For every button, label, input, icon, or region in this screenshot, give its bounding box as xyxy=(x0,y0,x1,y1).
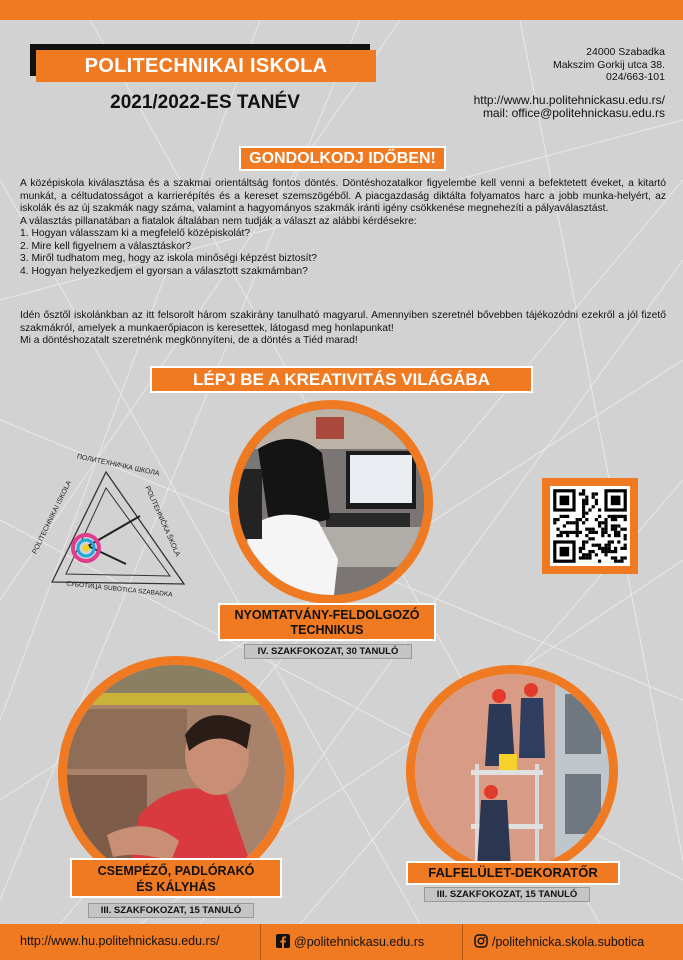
program-title-printing xyxy=(218,603,436,641)
intro-paragraph-2: A választás pillanatában a fiatalok általában nem tudják a választ az alábbi kérdésekre: xyxy=(20,215,417,227)
photo-student-at-computer xyxy=(238,409,424,595)
school-name: POLITECHNIKAI ISKOLA xyxy=(84,55,328,77)
program-title-tiler-line1: CSEMPÉZŐ, PADLÓRAKÓ xyxy=(97,864,255,878)
contact-online xyxy=(474,94,665,120)
program-detail-printing: IV. SZAKFOKOZAT, 30 TANULÓ xyxy=(244,644,412,659)
school-logo-emblem xyxy=(30,458,200,606)
contact-street: Makszim Gorkij utca 38. xyxy=(552,58,665,71)
qr-code-pattern xyxy=(550,486,630,566)
photo-tiler xyxy=(58,656,294,892)
program-detail-decorator: III. SZAKFOKOZAT, 15 TANULÓ xyxy=(424,887,590,902)
program-title-printing-line2: TECHNIKUS xyxy=(290,623,364,637)
instagram-handle: /politehnicka.skola.subotica xyxy=(492,935,645,949)
question-1: 1. Hogyan válasszam ki a megfelelő középiskolát? xyxy=(20,228,251,239)
intro-text xyxy=(20,178,666,278)
school-logo xyxy=(30,453,200,606)
top-orange-bar xyxy=(0,0,683,20)
logo-text-top: ПОЛИТЕХНИЧКА ШКОЛА xyxy=(76,453,160,478)
contact-mail-link[interactable]: mail: office@politehnickasu.edu.rs xyxy=(482,106,665,120)
logo-text-right: POLITEHNIČKA ŠKOLA xyxy=(143,485,181,558)
program-title-tiler-line2: ÉS KÁLYHÁS xyxy=(136,880,216,894)
footer-divider-2 xyxy=(462,924,463,960)
program-title-decorator: FALFELÜLET-DEKORATŐR xyxy=(406,861,620,885)
footer-divider-1 xyxy=(260,924,261,960)
closing-paragraph: Mi a döntéshozatalt szeretnénk megkönnyíteni, de a döntés a Tiéd marad! xyxy=(20,335,358,346)
footer-website-link[interactable]: http://www.hu.politehnickasu.edu.rs/ xyxy=(20,934,220,948)
programs-intro-text xyxy=(20,310,666,348)
contact-phone: 024/663-101 xyxy=(606,71,665,83)
facebook-icon xyxy=(276,934,290,948)
logo-text-bottom: СУБОТИЦА SUBOTICA SZABADKA xyxy=(65,580,173,599)
footer-facebook[interactable] xyxy=(276,934,424,949)
photo-printing-technician xyxy=(229,400,433,604)
photo-student-working xyxy=(67,665,285,883)
qr-code-frame xyxy=(542,478,638,574)
school-year: 2021/2022-ES TANÉV xyxy=(110,92,300,113)
school-name-banner xyxy=(36,50,376,82)
instagram-icon xyxy=(474,934,488,948)
question-2: 2. Mire kell figyelnem a választáskor? xyxy=(20,240,192,252)
logo-text-left: POLITECHNIKAI ISKOLA xyxy=(31,479,74,556)
qr-code[interactable] xyxy=(550,486,630,566)
program-title-tiler xyxy=(70,858,282,898)
program-detail-tiler: III. SZAKFOKOZAT, 15 TANULÓ xyxy=(88,903,254,918)
intro-paragraph-1: A középiskola kiválasztása és a szakmai orientáltság fontos döntés. Döntéshozatalkor figyelembe kell venni a befektetett éveket, a kitartó munkát, a céltudatosságot a karrierépítés és a kereset szemszögéből. A piacgazdaság diktálta folyamatos harc a jobb munka-helyért, az iskolák és az új szakmák nagy száma, valamint a hagyományos szakmák iránti igény csökkenése megnehezíti a pályaválasztást. xyxy=(20,178,666,214)
question-3: 3. Miről tudhatom meg, hogy az iskola minőségi képzést biztosít? xyxy=(20,253,318,264)
photo-wall-decorator xyxy=(406,665,618,877)
contact-city: 24000 Szabadka xyxy=(586,46,665,58)
section-heading-creativity: LÉPJ BE A KREATIVITÁS VILÁGÁBA xyxy=(150,366,533,393)
section-heading-think: GONDOLKODJ IDŐBEN! xyxy=(239,146,446,171)
facebook-handle: @politehnickasu.edu.rs xyxy=(294,935,425,949)
contact-web-link[interactable]: http://www.hu.politehnickasu.edu.rs/ xyxy=(473,93,665,107)
programs-paragraph: Idén ősztől iskolánkban az itt felsorolt három szakirány tanulható magyarul. Amennyiben szeretnél bővebben tájékozódni ezekről a jól fizető szakmákról, amelyek a munkaerőpiacon is keresettek, látogasd meg honlapunkat! xyxy=(20,310,666,334)
photo-workers-on-scaffold xyxy=(415,674,609,868)
program-title-printing-line1: NYOMTATVÁNY-FELDOLGOZÓ xyxy=(234,608,420,622)
footer-instagram[interactable] xyxy=(474,934,644,949)
question-4: 4. Hogyan helyezkedjem el gyorsan a választott szakmámban? xyxy=(20,265,308,277)
contact-address xyxy=(553,46,665,84)
